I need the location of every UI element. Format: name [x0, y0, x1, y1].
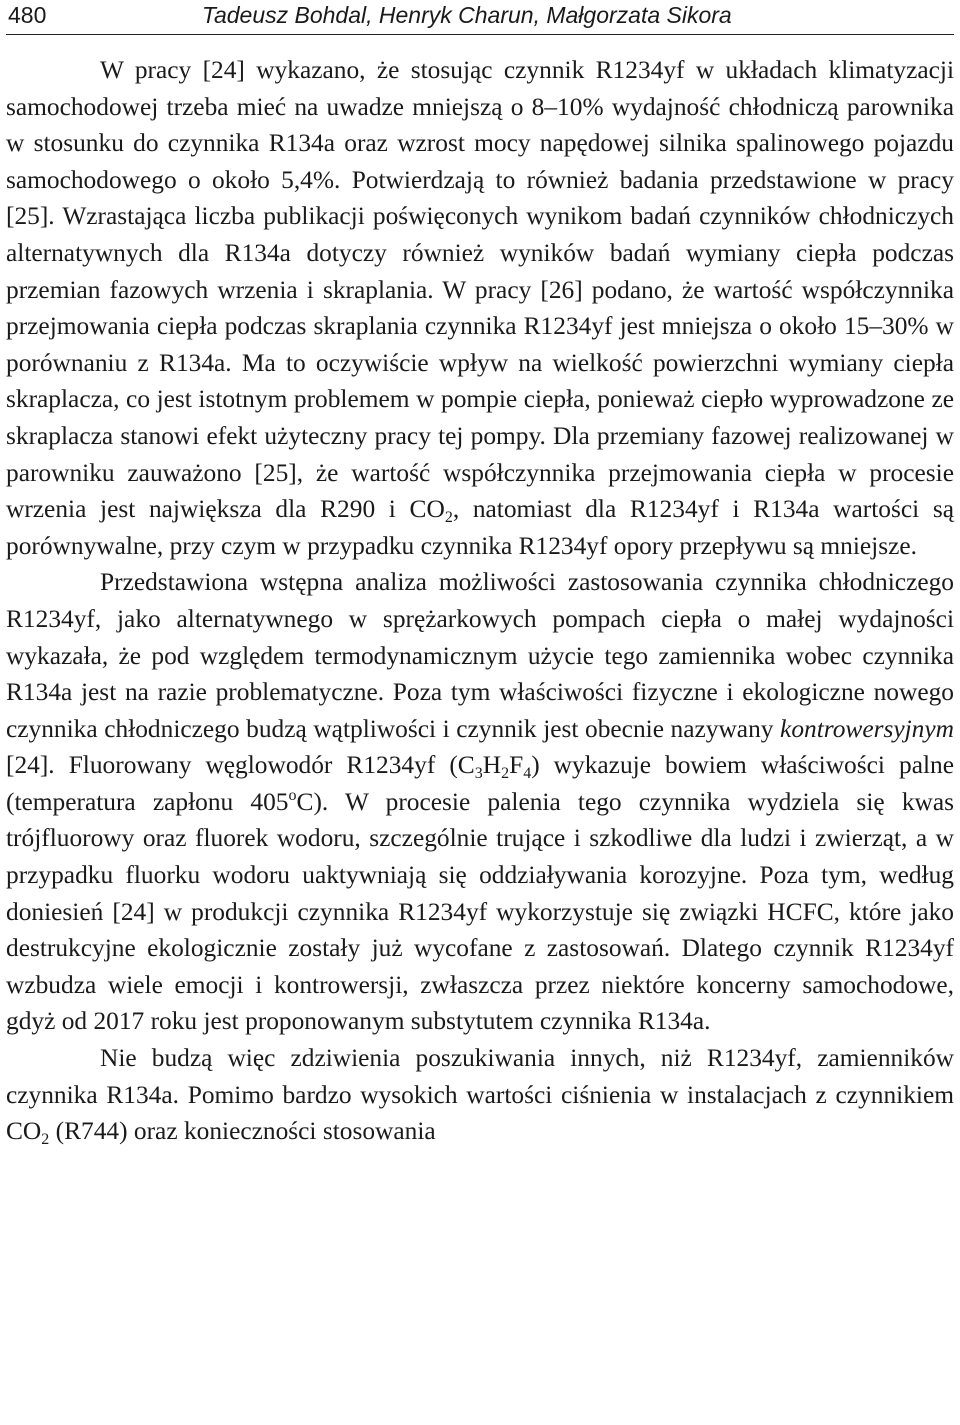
- text-run: C). W procesie palenia tego czynnika wydziela się kwas trójfluorowy oraz fluorek wodoru, szczególnie trujące i szkodliwe dla ludzi i zwierząt, a w przypadku fluorku wodoru uaktywniają się oddziaływania korozyjne. Poza tym, według doniesień [24] w produkcji czynnika R1234yf wykorzystuje się związki HCFC, które jako destrukcyjne ekologicznie zostały już wycofane z zastosowań. Dlatego czynnik R1234yf wzbudza wiele emocji i kontrowersji, zwłaszcza przez niektóre koncerny samochodowe, gdyż od 2017 roku jest proponowanym substytutem czynnika R134a.: [6, 787, 954, 1036]
- subscript: 2: [444, 509, 453, 527]
- subscript: 3: [474, 765, 483, 783]
- text-run: W pracy [24] wykazano, że stosując czynnik R1234yf w układach klimatyzacji samochodowej trzeba mieć na uwadze mniejszą o 8–10% wydajność chłodniczą parownika w stosunku do czynnika R134a oraz wzrost mocy napędowej silnika spalinowego pojazdu samochodowego o około 5,4%. Potwierdzają to również badania przedstawione w pracy [25]. Wzrastająca liczba publikacji poświęconych wynikom badań czynników chłodniczych alternatywnych dla R134a dotyczy również wyników badań wymiany ciepła podczas przemian fazowych wrzenia i skraplania. W pracy [26] podano, że wartość współczynnika przejmowania ciepła podczas skraplania czynnika R1234yf jest mniejsza o około 15–30% w porównaniu z R134a. Ma to oczywiście wpływ na wielkość powierzchni wymiany ciepła skraplacza, co jest istotnym problemem w pompie ciepła, ponieważ ciepło wyprowadzone ze skraplacza stanowi efekt użyteczny pracy tej pompy. Dla przemiany fazowej realizowanej w parowniku zauważono [25], że wartość współczynnika przejmowania ciepła w procesie wrzenia jest największa dla R290 i CO: [6, 56, 954, 524]
- paragraph-1: [6, 52, 954, 564]
- subscript: 4: [523, 765, 532, 783]
- text-run: , natomiast dla R1234yf i R134a wartości są porównywalne, przy czym w przypadku czynnika R1234yf opory przepływu są mniejsze.: [6, 495, 954, 560]
- running-head-authors: Tadeusz Bohdal, Henryk Charun, Małgorzata Sikora: [202, 2, 732, 28]
- page-number: 480: [8, 2, 47, 28]
- text-run: ) wykazuje bowiem właściwości palne (temperatura zapłonu 405: [6, 751, 954, 816]
- page-header: [6, 0, 954, 35]
- text-run: [24]. Fluorowany węglowodór R1234yf (C: [6, 751, 475, 780]
- superscript-degree: o: [288, 786, 297, 804]
- document-page: [6, 0, 954, 1425]
- body-text: [6, 52, 954, 1150]
- text-run: Nie budzą więc zdziwienia poszukiwania innych, niż R1234yf, zamienników czynnika R134a. Pomimo bardzo wysokich wartości ciśnienia w instalacjach z czynnikiem CO: [6, 1044, 954, 1146]
- paragraph-3: [6, 1040, 954, 1150]
- text-run: (R744) oraz konieczności stosowania: [49, 1117, 436, 1146]
- emphasis: kontrowersyjnym: [780, 714, 954, 743]
- text-run: H: [482, 751, 502, 780]
- subscript: 2: [501, 765, 510, 783]
- subscript: 2: [41, 1131, 50, 1149]
- text-run: Przedstawiona wstępna analiza możliwości zastosowania czynnika chłodniczego R1234yf, jako alternatywnego w sprężarkowych pompach ciepła o małej wydajności wykazała, że pod względem termodynamicznym użycie tego zamiennika wobec czynnika R134a jest na razie problematyczne. Poza tym właściwości fizyczne i ekologiczne nowego czynnika chłodniczego budzą wątpliwości i czynnik jest obecnie nazywany: [6, 568, 954, 743]
- text-run: F: [509, 751, 524, 780]
- paragraph-2: [6, 564, 954, 1040]
